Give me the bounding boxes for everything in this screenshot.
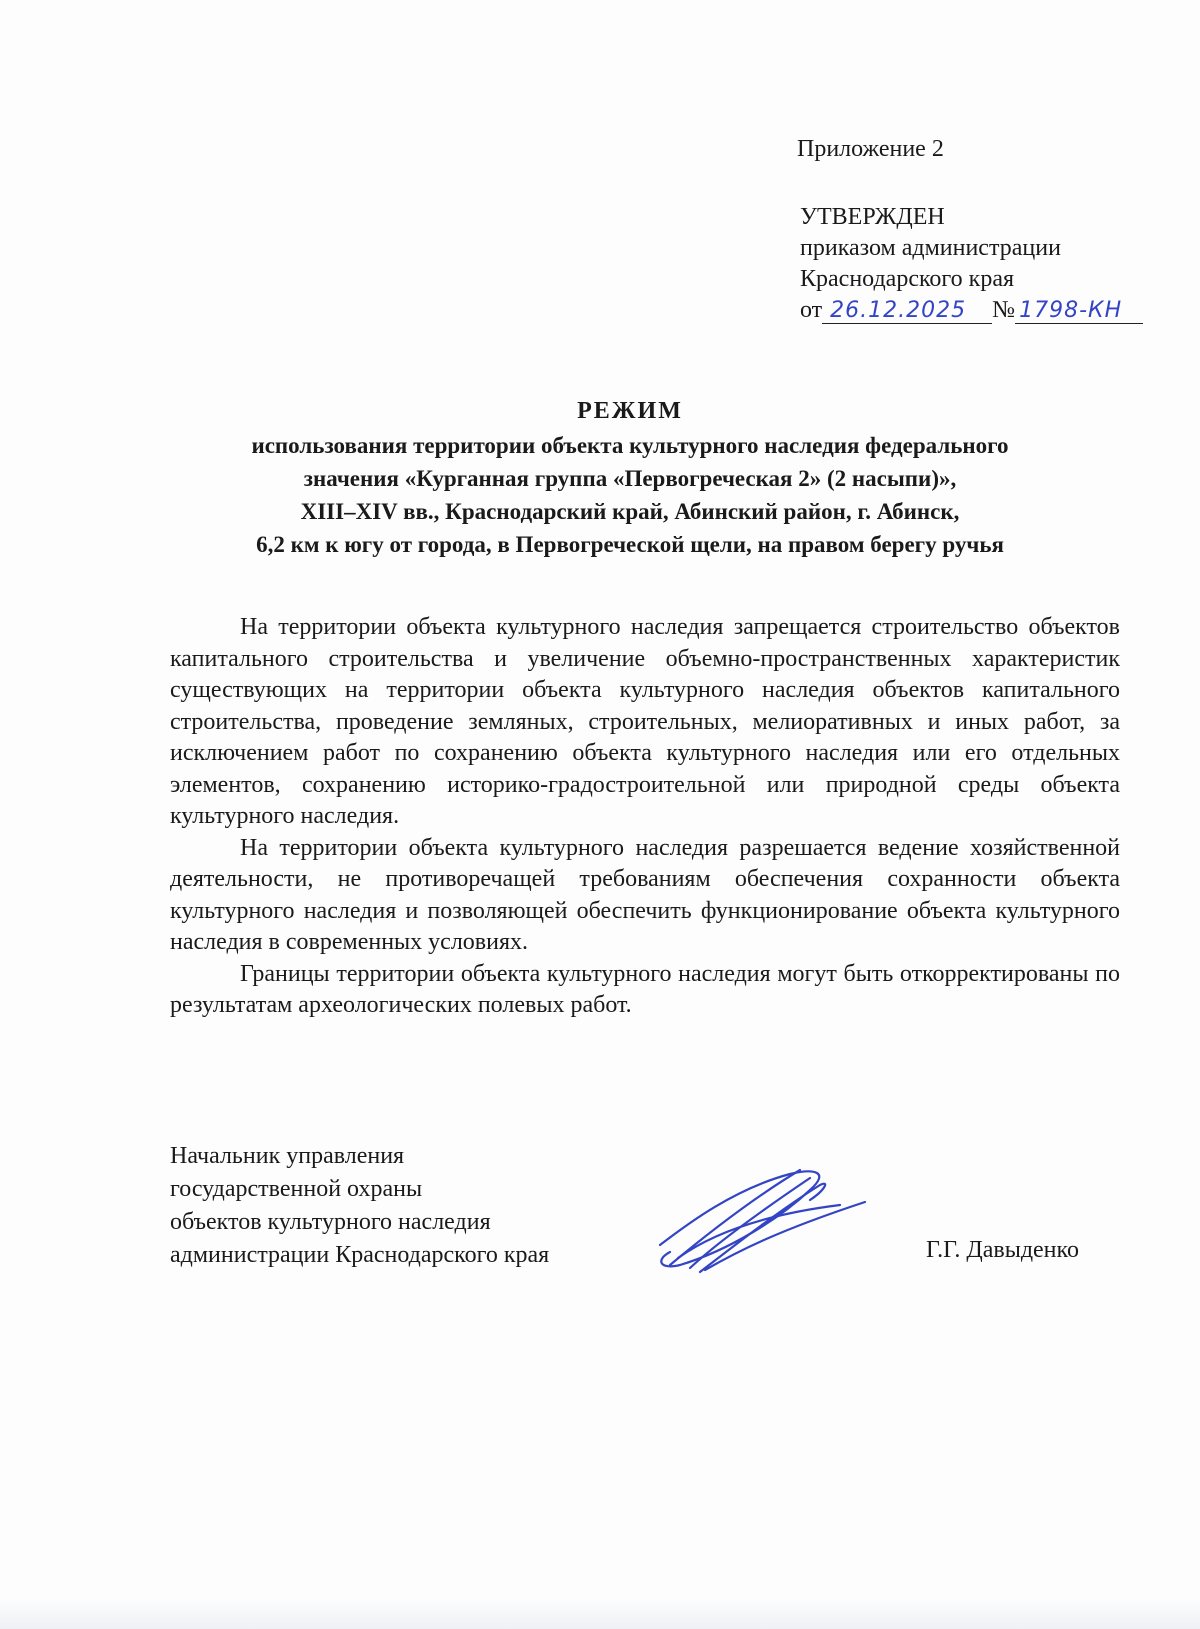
body-paragraph-3: Границы территории объекта культурного наследия могут быть откорректированы по результатам археологических полевых работ. — [170, 960, 1120, 1018]
scan-edge-shadow — [0, 1599, 1200, 1629]
handwritten-number: 1798-КН — [1019, 298, 1123, 323]
document-body — [170, 612, 1120, 1022]
approval-stamp-block — [800, 202, 1143, 326]
approval-order-line: приказом администрации — [800, 235, 1061, 261]
signatory-line-1: Начальник управления — [170, 1143, 405, 1169]
title-line-3: XIII–XIV вв., Краснодарский край, Абинский район, г. Абинск, — [300, 499, 960, 524]
signatory-line-4: администрации Краснодарского края — [170, 1242, 550, 1268]
number-prefix: № — [992, 297, 1016, 323]
title-line-1: использования территории объекта культурного наследия федерального — [251, 433, 1009, 458]
number-field — [1015, 298, 1143, 324]
title-heading: РЕЖИМ — [577, 398, 683, 424]
signer-name: Г.Г. Давыденко — [926, 1237, 1079, 1263]
signatory-line-3: объектов культурного наследия — [170, 1209, 491, 1235]
appendix-label: Приложение 2 — [797, 136, 944, 162]
approval-region-line: Краснодарского края — [800, 266, 1015, 292]
title-line-4: 6,2 км к югу от города, в Первогреческой щели, на правом берегу ручья — [256, 532, 1004, 557]
date-field — [822, 298, 992, 324]
date-prefix: от — [800, 297, 823, 323]
body-paragraph-1: На территории объекта культурного наследия запрещается строительство объектов капитального строительства и увеличение объемно-пространственных характеристик существующих на территории объекта культурного наследия объектов капитального строительства, проведение земляных, строительных, мелиоративных и иных работ, за исключением работ по сохранению объекта культурного наследия или его отдельных элементов, сохранению историко-градостроительной или природной среды объекта культурного наследия. — [170, 614, 1120, 829]
handwritten-signature — [640, 1160, 880, 1290]
body-paragraph-2: На территории объекта культурного наследия разрешается ведение хозяйственной деятельности, не противоречащей требованиям обеспечения сохранности объекта культурного наследия и позволяющей обеспечить функционирование объекта культурного наследия в современных условиях. — [170, 834, 1120, 955]
approval-title: УТВЕРЖДЕН — [800, 204, 945, 230]
approval-date-number-line — [800, 295, 1143, 326]
handwritten-date: 26.12.2025 — [830, 298, 967, 323]
document-title — [130, 395, 1130, 561]
signatory-position — [170, 1140, 549, 1272]
signatory-line-2: государственной охраны — [170, 1176, 423, 1202]
title-line-2: значения «Курганная группа «Первогреческая 2» (2 насыпи)», — [303, 466, 957, 491]
